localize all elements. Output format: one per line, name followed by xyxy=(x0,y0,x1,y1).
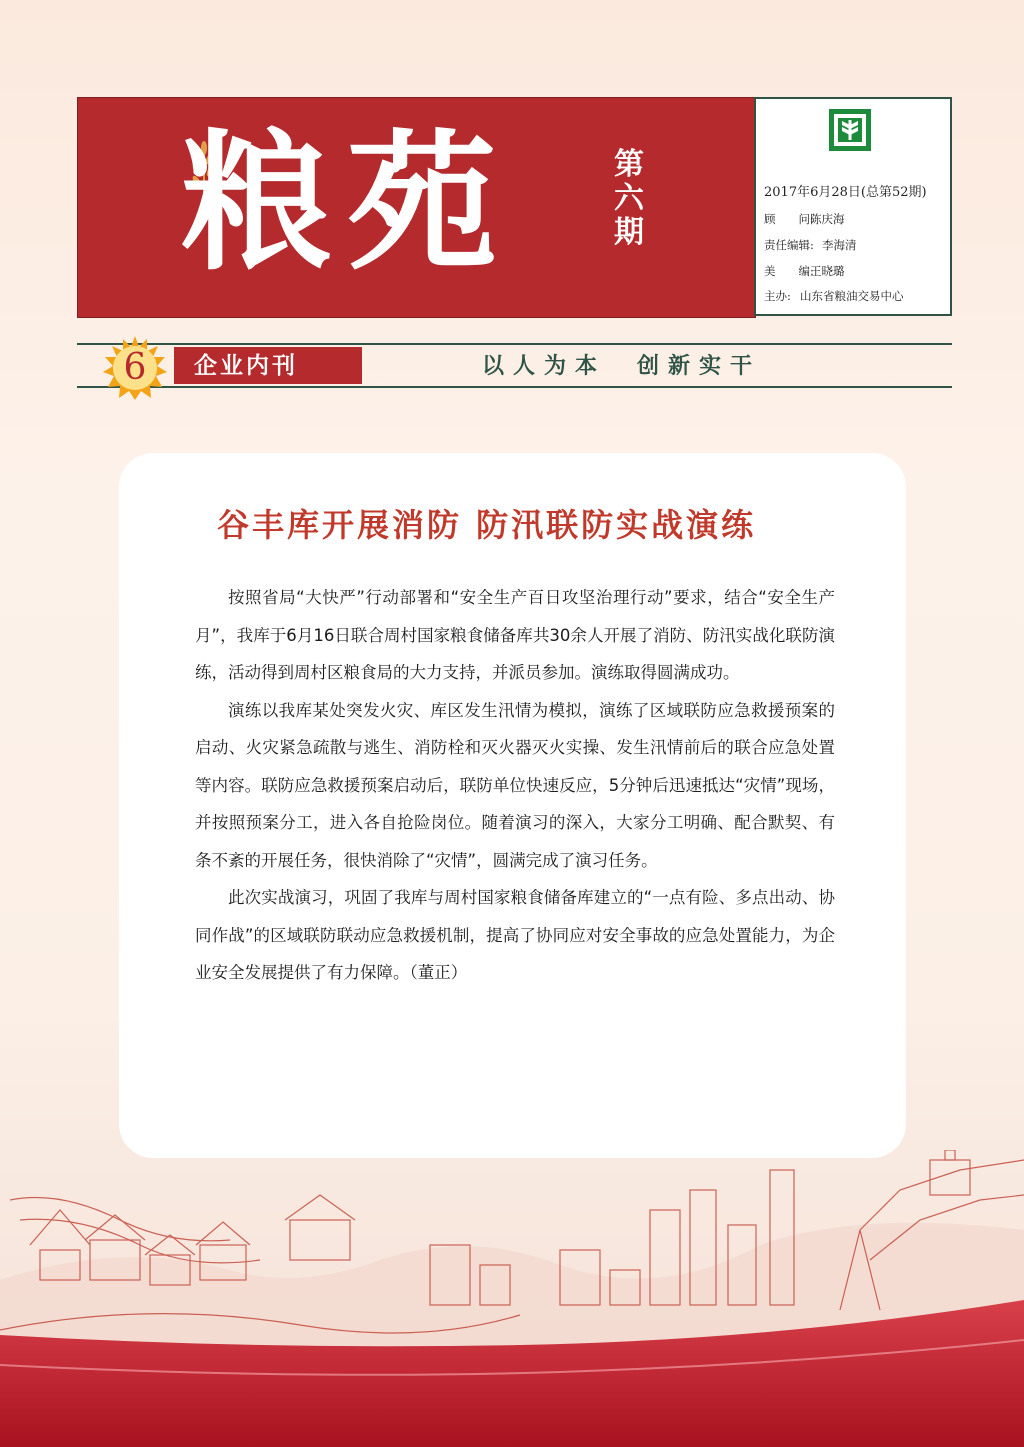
staff-value: 山东省粮油交易中心 xyxy=(800,289,904,303)
publication-title: 粮苑 xyxy=(181,115,514,291)
banner-tag: 企业内刊 xyxy=(194,352,298,379)
article-paragraph: 按照省局“大快严”行动部署和“安全生产百日攻坚治理行动”要求，结合“安全生产月”，我库于6月16日联合周村国家粮食储备库共30余人开展了消防、防汛实战化联防演练，活动得到周村区粮食局的大力支持，并派员参加。演练取得圆满成功。 xyxy=(195,588,835,682)
banner-tag-box xyxy=(174,347,362,384)
staff-label: 顾 问: xyxy=(764,212,814,226)
staff-designer xyxy=(764,263,845,279)
staff-label: 责任编辑: xyxy=(764,238,814,252)
staff-advisor xyxy=(764,211,845,227)
staff-value: 陈庆海 xyxy=(810,212,845,226)
issue-date: 2017年6月28日(总第52期) xyxy=(764,185,927,200)
banner-bottom-rule xyxy=(77,386,952,388)
landscape-illustration xyxy=(0,1150,1024,1447)
article-body xyxy=(195,579,835,992)
staff-value: 王晓璐 xyxy=(810,264,845,278)
masthead-info-box xyxy=(754,97,952,316)
staff-value: 李海清 xyxy=(822,238,857,252)
issue-label: 第六期 xyxy=(614,147,644,250)
article-headline: 谷丰库开展消防 防汛联防实战演练 xyxy=(217,506,757,544)
article-paragraph: 演练以我库某处突发火灾、库区发生汛情为模拟，演练了区域联防应急救援预案的启动、火灾紧急疏散与逃生、消防栓和灭火器灭火实操、发生汛情前后的联合应急处置等内容。联防应急救援预案启动后，联防单位快速反应，5分钟后迅速抵达“灾情”现场，并按照预案分工，进入各自抢险岗位。随着演习的深入，大家分工明确、配合默契、有条不紊的开展任务，很快消除了“灾情”，圆满完成了演习任务。 xyxy=(195,700,835,870)
staff-label: 主办: xyxy=(764,289,791,303)
staff-editor xyxy=(764,237,857,253)
masthead-panel xyxy=(77,97,756,318)
banner-number: 6 xyxy=(123,347,147,388)
staff-sponsor xyxy=(764,288,904,304)
article-paragraph: 此次实战演习，巩固了我库与周村国家粮食储备库建立的“一点有险、多点出动、协同作战”的区域联防联动应急救援机制，提高了协同应对安全事故的应急处置能力，为企业安全发展提供了有力保障。（董正） xyxy=(195,888,835,982)
article-card xyxy=(119,453,906,1158)
staff-label: 美 编: xyxy=(764,264,814,278)
wheat-logo-icon xyxy=(829,109,871,151)
banner-top-rule xyxy=(77,343,952,345)
banner-slogan: 以人为本 创新实干 xyxy=(482,353,762,379)
